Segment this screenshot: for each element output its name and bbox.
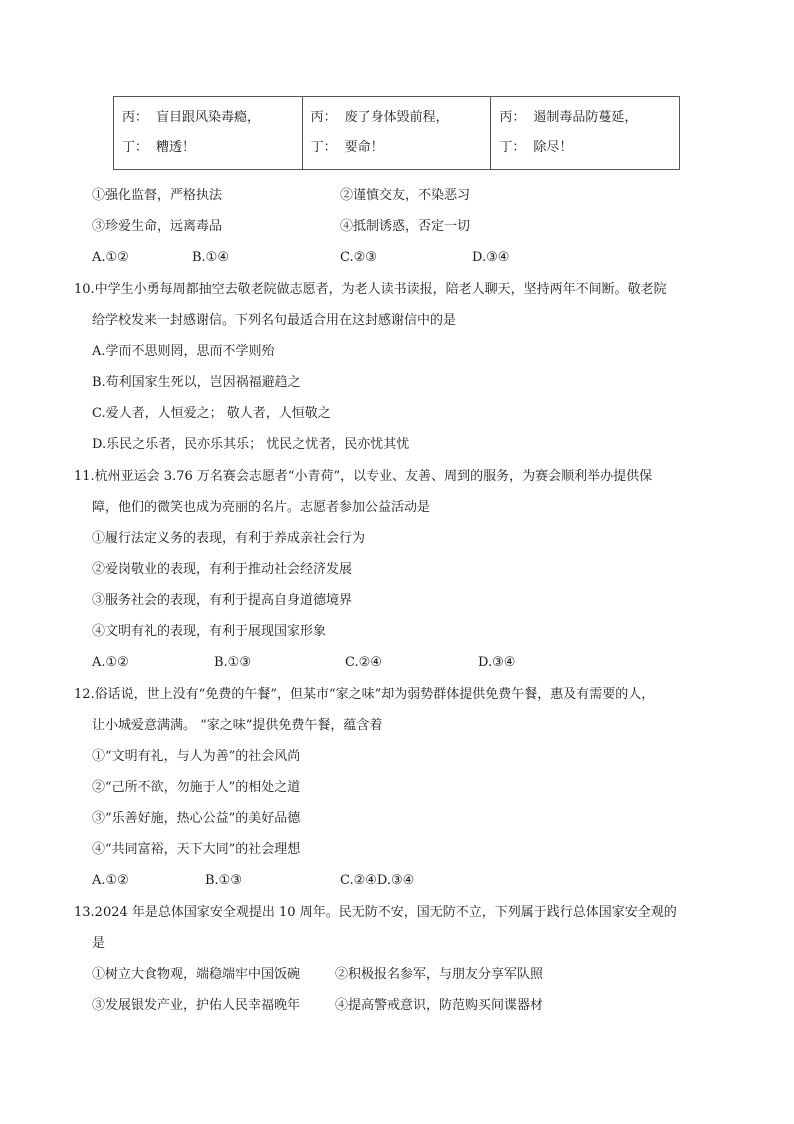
q11-item-3: ③服务社会的表现，有利于提高自身道德境界 (92, 593, 353, 608)
q10-choice-b: B.苟利国家生死以，岂因祸福避趋之 (92, 375, 301, 390)
q10-choice-a: A.学而不思则罔，思而不学则殆 (92, 344, 275, 359)
q12-stem-2: 让小城爱意满满。 “家之味”提供免费午餐，蕴含着 (92, 718, 383, 733)
q10-choice-c: C.爱人者，人恒爱之； 敬人者，人恒敬之 (92, 406, 331, 421)
q11-choice-c: C.②④ (345, 655, 382, 670)
q12-stem-1: 12.俗话说，世上没有“免费的午餐”，但某市“家之味”却为弱势群体提供免费午餐，惠及有需要的人， (74, 687, 655, 702)
q11-stem-2: 障，他们的微笑也成为亮丽的名片。志愿者参加公益活动是 (92, 500, 431, 515)
q11-choice-b: B.①③ (214, 655, 251, 670)
q12-choice-cd: C.②④D.③④ (340, 873, 415, 888)
q9-item-4: ④抵制诱惑，否定一切 (340, 219, 471, 234)
q11-item-1: ①履行法定义务的表现，有利于养成亲社会行为 (92, 531, 366, 546)
q12-choice-a: A.①② (92, 873, 129, 888)
q13-stem-2: 是 (92, 936, 106, 951)
q13-item-1: ①树立大食物观，端稳端牢中国饭碗 (92, 967, 301, 982)
q12-item-2: ②“己所不欲，勿施于人”的相处之道 (92, 780, 301, 795)
q9-item-3: ③珍爱生命，远离毒品 (92, 219, 223, 234)
q13-item-4: ④提高警戒意识，防范购买间谍器材 (335, 998, 544, 1013)
q11-choice-d: D.③④ (478, 655, 516, 670)
q10-stem-2: 给学校发来一封感谢信。下列名句最适合用在这封感谢信中的是 (92, 313, 457, 328)
q9-item-1: ①强化监督，严格执法 (92, 188, 223, 203)
q12-choice-b: B.①③ (205, 873, 242, 888)
slogan-cell-1: 丙： 盲目跟风染毒瘾， 丁： 糟透！ (114, 97, 303, 170)
q11-choice-a: A.①② (92, 655, 129, 670)
q11-item-2: ②爱岗敬业的表现，有利于推动社会经济发展 (92, 562, 353, 577)
q11-item-4: ④文明有礼的表现，有利于展现国家形象 (92, 624, 327, 639)
q13-item-3: ③发展银发产业，护佑人民幸福晚年 (92, 998, 301, 1013)
q9-choice-d: D.③④ (472, 250, 510, 265)
q12-item-4: ④“共同富裕，天下大同”的社会理想 (92, 842, 301, 857)
q13-stem-1: 13.2024 年是总体国家安全观提出 10 周年。民无防不安，国无防不立，下列属于践行总体国家安全观的 (74, 905, 677, 920)
q10-stem-1: 10.中学生小勇每周都抽空去敬老院做志愿者，为老人读书读报，陪老人聊天，坚持两年不间断。敬老院 (74, 282, 667, 297)
q11-stem-1: 11.杭州亚运会 3.76 万名赛会志愿者“小青荷”，以专业、友善、周到的服务，为赛会顺利举办提供保 (74, 469, 653, 484)
slogan-cell-2: 丙： 废了身体毁前程， 丁： 要命！ (302, 97, 491, 170)
q12-item-1: ①“文明有礼，与人为善”的社会风尚 (92, 749, 301, 764)
q12-item-3: ③“乐善好施，热心公益”的美好品德 (92, 811, 301, 826)
q9-choice-b: B.①④ (192, 250, 229, 265)
q9-choice-a: A.①② (92, 250, 129, 265)
q13-item-2: ②积极报名参军，与朋友分享军队照 (335, 967, 544, 982)
q10-choice-d: D.乐民之乐者，民亦乐其乐； 忧民之忧者，民亦忧其忧 (92, 437, 410, 452)
slogan-table (113, 96, 680, 170)
slogan-cell-3: 丙： 遏制毒品防蔓延， 丁： 除尽！ (491, 97, 680, 170)
q9-choice-c: C.②③ (340, 250, 377, 265)
q9-item-2: ②谨慎交友，不染恶习 (340, 188, 471, 203)
